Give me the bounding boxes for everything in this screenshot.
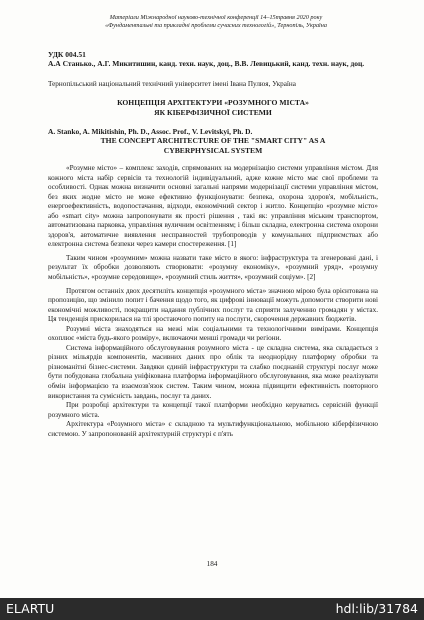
handle-link[interactable]: hdl:lib/31784 [335, 601, 418, 616]
page-number: 184 [206, 560, 218, 568]
title-en-line-1: THE CONCEPT ARCHITECTURE OF THE "SMART CITY" AS A [100, 136, 326, 145]
repository-name[interactable]: ELARTU [6, 601, 55, 616]
paragraph: Таким чином «розумним» можна назвати таке місто в якого: інфраструктура та згенеровані дані, і результат їх обробки дозволяють створювати: «розумну економіку», «розумний уряд», «розумну мобільність», «розумне середовище», «розумний стиль життя», «розумний соціум». [2] [48, 253, 378, 282]
authors-en: A. Stanko, A. Mikitishin, Ph. D., Assoc. Prof., V. Levitskyi, Ph. D. [48, 127, 253, 136]
paragraph: Розумні міста знаходяться на межі між соціальними та технологічними вимірами. Концепція охоплює «міста будь-якого розміру», включаючи менші громади чи регіони. [48, 324, 378, 343]
paragraph: Система інформаційного обслуговування розумного міста - це складна система, яка складається з різних мільярдів компонентів, масивних даних про облік та неоднорідну платформу обробки та різноманітні бізнес-системи. Завдяки єдиній інфраструктури та слабко поєднаній структурі послуг може бути побудована глобальна уніфікована платформа інформаційного обслуговування, яка може реалізувати обмін інформацією та взаємозв'язок систем. Таким чином, можна підвищити ефективність повторного використання та сумісність завдань, послуг та даних. [48, 343, 378, 400]
title-ua [48, 98, 378, 117]
title-ua-line-2: ЯК КІБЕРФІЗИЧНОЇ СИСТЕМИ [154, 107, 272, 117]
conference-header [48, 14, 384, 30]
repository-footer [0, 598, 424, 620]
header-line-2: «Фундаментальні та прикладні проблеми сучасних технологій», Тернопіль, Україна [105, 22, 327, 29]
udc-code: УДК 004.51 [48, 50, 86, 59]
title-en [48, 136, 378, 155]
affiliation: Тернопільський національний технічний університет імені Івана Пулюя, Україна [48, 80, 296, 88]
authors-ua: А.А Станько., А.Г. Микитишин, канд. техн. наук, доц., В.В. Левицький, канд. техн. наук, доц. [48, 59, 365, 68]
paragraph: «Розумне місто» – комплекс заходів, спрямованих на модернізацію системи управління містом. Для кожного міста набір сервісів та технологій індивідуальний, адже кожне місто має свої проблеми та особливості. Однак можна визначити основні загальні напрями модернізації системи управління містом, без яких жодне місто не може ефективно функціонувати: безпека, охорона здоров'я, мобільність, енергоефективність, водопостачання, відходи, економічний сектор і житло. Концепцію «розумне місто» або «smart city» можна запропонувати як прості рішення , такі як: управління міським транспортом, автоматизована парковка, управління вуличним освітленням; і більш складна, електронна система охорони здоров'я, автоматичне виявлення несправностей трубопроводів у комунальних підприємствах або електронна система безпеки через камери спостереження. [1] [48, 164, 378, 249]
paragraph: Протягом останніх двох десятиліть концепція «розумного міста» значною мірою була орієнтована на пропозицію, що змінило попит і бачення щодо того, як цифрові інновації можуть допомогти створити нові економічні можливості, покращити надання публічних послуг та сприяти залученню громадян у містах. Ця тенденція прискорилася на тлі зростаючого попиту на послуги, скорочення державних бюджетів. [48, 286, 378, 324]
title-ua-line-1: КОНЦЕПЦІЯ АРХІТЕКТУРИ «РОЗУМНОГО МІСТА» [117, 98, 309, 107]
title-en-line-2: CYBERPHYSICAL SYSTEM [163, 145, 263, 155]
paragraph: Архітектура «Розумного міста» є складною та мультифункціональною, мобільною кіберфізичною системою. У запропонованій архітектурній структурі є п'ять [48, 420, 378, 438]
paragraph: При розробці архітектури та концепції такої платформи необхідно керуватись сервісній функції розумного міста. [48, 401, 378, 419]
article-body [48, 164, 378, 439]
header-line-1: Матеріали Міжнародної науково-технічної конференції 14–15травня 2020 року [109, 14, 323, 21]
